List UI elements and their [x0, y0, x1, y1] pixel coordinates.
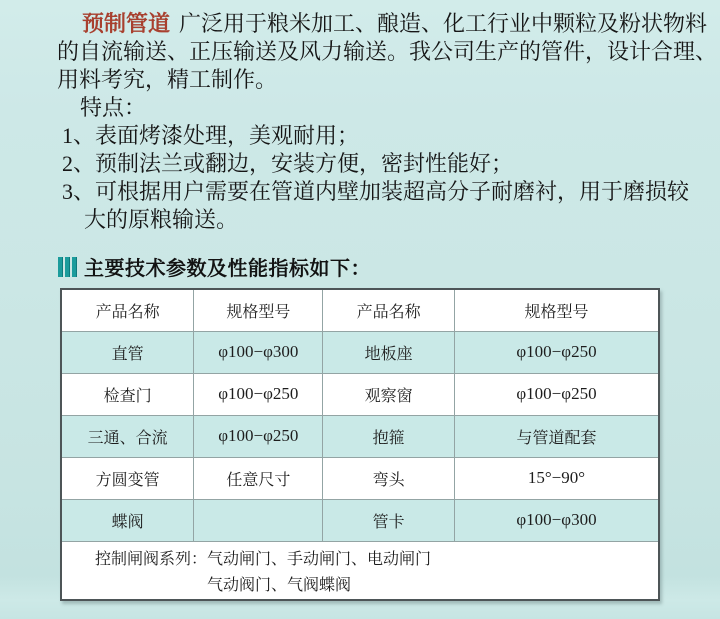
table-cell: 15°−90°: [454, 457, 659, 499]
intro-line-1: [57, 10, 717, 38]
table-row: [61, 499, 659, 541]
table-footer-row: [61, 541, 659, 600]
table-cell: φ100−φ250: [194, 415, 323, 457]
table-cell: 任意尺寸: [194, 457, 323, 499]
intro-line-2: 的自流输送、正压输送及风力输送。我公司生产的管件，设计合理、: [57, 39, 718, 64]
feature-item-3-line-2: 大的原粮输送。: [84, 207, 239, 232]
footer-line-1: 控制闸阀系列：气动闸门、手动闸门、电动闸门: [95, 550, 432, 568]
table-row: [61, 331, 659, 373]
table-cell: 弯头: [323, 457, 455, 499]
features-label: 特点：: [80, 95, 147, 120]
section-heading-text: 主要技术参数及性能指标如下：: [84, 258, 371, 280]
table-row: [61, 373, 659, 415]
table-cell: φ100−φ250: [194, 373, 323, 415]
intro-line-1-text: 广泛用于粮米加工、酿造、化工行业中颗粒及粉状物料: [179, 11, 708, 36]
table-cell: φ100−φ300: [194, 331, 323, 373]
table-cell: φ100−φ300: [454, 499, 659, 541]
table-row: [61, 415, 659, 457]
table-row: [61, 457, 659, 499]
table-cell: 蝶阀: [61, 499, 194, 541]
table-cell: φ100−φ250: [454, 331, 659, 373]
table-cell: 三通、合流: [61, 415, 194, 457]
table-cell: 管卡: [323, 499, 455, 541]
header-cell-product-name-1: 产品名称: [61, 289, 194, 331]
control-valve-series: [62, 542, 658, 599]
table-cell: 方圆变管: [61, 457, 194, 499]
feature-item-3-line-1: 3、可根据用户需要在管道内壁加装超高分子耐磨衬，用于磨损较: [62, 179, 690, 204]
feature-item-1: 1、表面烤漆处理，美观耐用；: [62, 123, 360, 148]
spec-table: [60, 288, 660, 601]
feature-item-2: 2、预制法兰或翻边，安装方便，密封性能好；: [62, 151, 514, 176]
table-cell: 与管道配套: [454, 415, 659, 457]
table-cell: [194, 499, 323, 541]
table-cell: 观察窗: [323, 373, 455, 415]
table-cell: 直管: [61, 331, 194, 373]
header-cell-spec-model-1: 规格型号: [194, 289, 323, 331]
table-footer-cell: [61, 541, 659, 600]
table-cell: 检查门: [61, 373, 194, 415]
intro-and-features: [57, 10, 717, 234]
triple-bars-icon: [58, 257, 79, 277]
intro-title: 预制管道: [82, 11, 171, 36]
table-cell: 地板座: [323, 331, 455, 373]
table-cell: φ100−φ250: [454, 373, 659, 415]
table-header-row: [61, 289, 659, 331]
intro-line-3: 用料考究，精工制作。: [57, 67, 278, 92]
header-cell-product-name-2: 产品名称: [323, 289, 455, 331]
header-cell-spec-model-2: 规格型号: [454, 289, 659, 331]
section-heading: [58, 252, 371, 281]
footer-line-2: 气动阀门、气阀蝶阀: [207, 576, 352, 594]
table-cell: 抱箍: [323, 415, 455, 457]
